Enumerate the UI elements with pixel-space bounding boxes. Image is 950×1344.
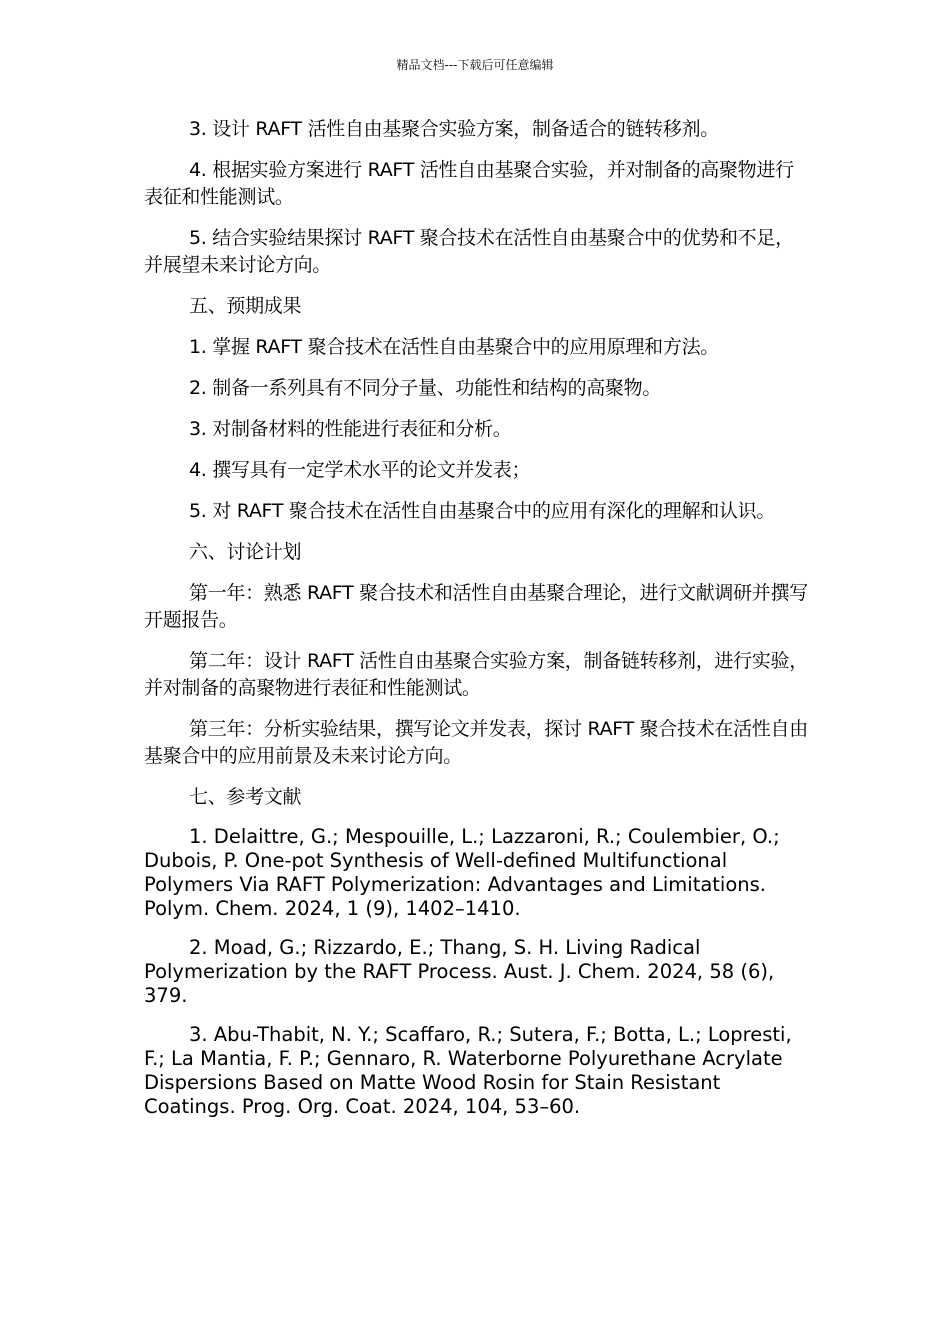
page-header: 精品文档---下载后可任意编辑 [396, 58, 554, 72]
section-heading-expected-results: 五、预期成果 [189, 295, 302, 317]
result-item-5: 5. 对 RAFT 聚合技术在活性自由基聚合中的应用有深化的理解和认识。 [189, 500, 776, 522]
reference-item-3: 3. Abu-Thabit, N. Y.; Scaffaro, R.; Sutera, F.; Botta, L.; Lopresti, F.; La Mantia, F. P.; Gennaro, R. Waterborne Polyurethane Acrylate Dispersions Based on Matte Wood Rosin for Stain Resistant Coatings. Prog. Org. Coat. 2024, 104, 53–60. [144, 1023, 792, 1118]
result-item-3: 3. 对制备材料的性能进行表征和分析。 [189, 418, 512, 440]
plan-year-3: 第三年：分析实验结果，撰写论文并发表，探讨 RAFT 聚合技术在活性自由基聚合中的应用前景及未来讨论方向。 [144, 718, 808, 767]
reference-item-1: 1. Delaittre, G.; Mespouille, L.; Lazzaroni, R.; Coulembier, O.; Dubois, P. One-pot Synthesis of Well-defined Multifunctional Polymers Via RAFT Polymerization: Advantages and Limitations. Polym. Chem. 2024, 1 (9), 1402–1410. [144, 825, 780, 920]
reference-list [144, 825, 808, 1119]
plan-year-2: 第二年：设计 RAFT 活性自由基聚合实验方案，制备链转移剂，进行实验，并对制备的高聚物进行表征和性能测试。 [144, 650, 808, 699]
result-item-2: 2. 制备一系列具有不同分子量、功能性和结构的高聚物。 [189, 377, 662, 399]
document-body [144, 116, 808, 1134]
result-item-4: 4. 撰写具有一定学术水平的论文并发表； [189, 459, 531, 481]
section-heading-research-plan: 六、讨论计划 [189, 541, 302, 563]
task-item-5: 5. 结合实验结果探讨 RAFT 聚合技术在活性自由基聚合中的优势和不足，并展望未来讨论方向。 [144, 227, 794, 276]
task-item-3: 3. 设计 RAFT 活性自由基聚合实验方案，制备适合的链转移剂。 [189, 118, 719, 140]
reference-item-2: 2. Moad, G.; Rizzardo, E.; Thang, S. H. Living Radical Polymerization by the RAFT Process. Aust. J. Chem. 2024, 58 (6), 379. [144, 936, 775, 1007]
task-item-4: 4. 根据实验方案进行 RAFT 活性自由基聚合实验，并对制备的高聚物进行表征和性能测试。 [144, 159, 794, 208]
plan-year-1: 第一年：熟悉 RAFT 聚合技术和活性自由基聚合理论，进行文献调研并撰写开题报告。 [144, 582, 808, 631]
section-heading-references: 七、参考文献 [189, 786, 302, 808]
result-item-1: 1. 掌握 RAFT 聚合技术在活性自由基聚合中的应用原理和方法。 [189, 336, 719, 358]
